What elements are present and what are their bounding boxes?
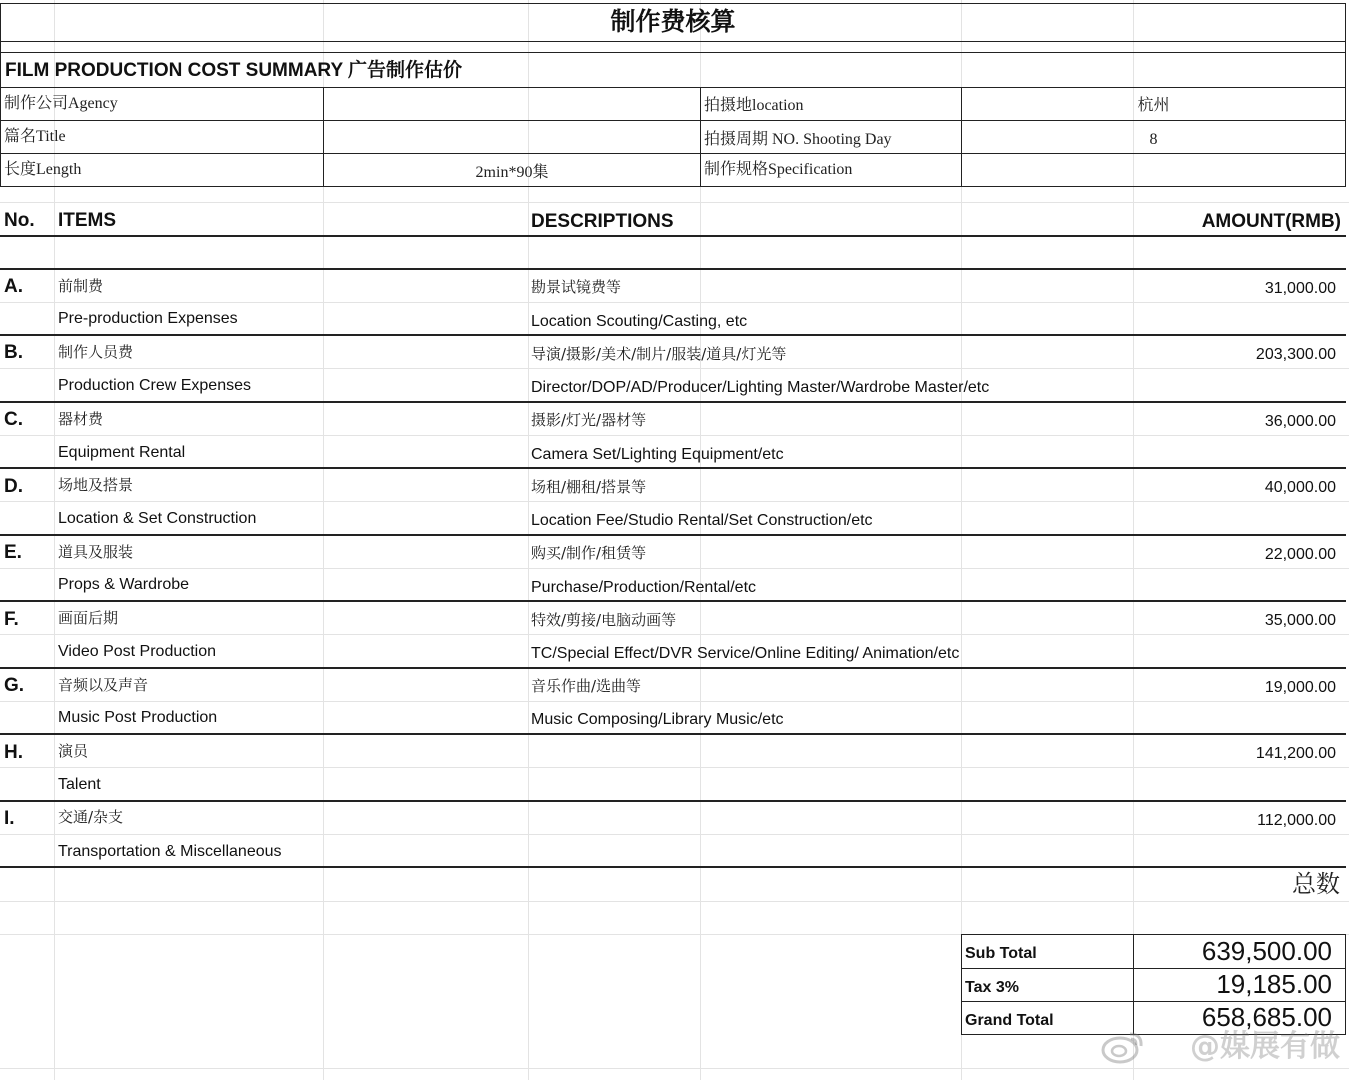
row-amount: 141,200.00: [1255, 745, 1336, 762]
summary-title: FILM PRODUCTION COST SUMMARY 广告制作估价: [5, 60, 463, 81]
spec-label: 制作规格Specification: [704, 161, 853, 178]
length-label: 长度Length: [4, 161, 82, 178]
header-amount: AMOUNT(RMB): [1201, 211, 1341, 232]
row-desc-cn: 场租/棚租/搭景等: [531, 478, 647, 496]
row-amount: 35,000.00: [1264, 612, 1336, 629]
row-item-cn: 音频以及声音: [58, 676, 149, 694]
row-item-en: Location & Set Construction: [58, 510, 257, 527]
location-label: 拍摄地location: [704, 97, 804, 114]
tax-label: Tax 3%: [965, 979, 1019, 996]
weibo-logo-icon: [1100, 1028, 1146, 1064]
row-item-cn: 制作人员费: [58, 343, 134, 361]
watermark-text: @媒展有做: [1190, 1029, 1340, 1064]
row-desc-en: TC/Special Effect/DVR Service/Online Editing/ Animation/etc: [531, 645, 960, 662]
sub-total-label: Sub Total: [965, 945, 1037, 962]
row-amount: 112,000.00: [1257, 812, 1336, 829]
row-desc-en: Camera Set/Lighting Equipment/etc: [531, 446, 784, 463]
row-desc-cn: 特效/剪接/电脑动画等: [531, 611, 677, 629]
header-descriptions: DESCRIPTIONS: [531, 211, 674, 232]
shooting-day-value: 8: [1149, 131, 1158, 148]
row-item-en: Music Post Production: [58, 709, 218, 726]
row-code: E.: [4, 542, 22, 563]
row-desc-cn: 勘景试镜费等: [531, 278, 622, 296]
row-code: C.: [4, 409, 23, 430]
header-items: ITEMS: [58, 210, 117, 231]
agency-label: 制作公司Agency: [4, 95, 118, 112]
location-value: 杭州: [1137, 97, 1170, 114]
row-code: G.: [4, 675, 25, 696]
row-desc-en: Music Composing/Library Music/etc: [531, 711, 784, 728]
length-value: 2min*90集: [475, 164, 549, 181]
row-desc-en: Purchase/Production/Rental/etc: [531, 579, 757, 596]
row-amount: 203,300.00: [1255, 346, 1336, 363]
row-code: F.: [4, 609, 19, 630]
grand-total-value: 658,685.00: [1201, 1002, 1332, 1032]
row-item-en: Talent: [58, 776, 101, 793]
sub-total-value: 639,500.00: [1201, 936, 1332, 966]
title-label: 篇名Title: [4, 128, 66, 145]
row-code: B.: [4, 342, 23, 363]
row-item-en: Transportation & Miscellaneous: [58, 843, 282, 860]
row-code: H.: [4, 742, 23, 763]
row-desc-cn: 音乐作曲/选曲等: [531, 677, 642, 695]
row-amount: 19,000.00: [1264, 679, 1336, 696]
grand-total-label: Grand Total: [965, 1012, 1054, 1029]
row-item-en: Props & Wardrobe: [58, 576, 190, 593]
row-item-cn: 画面后期: [58, 609, 119, 627]
shooting-day-label: 拍摄周期 NO. Shooting Day: [704, 131, 892, 148]
row-item-cn: 场地及搭景: [58, 476, 134, 494]
row-desc-cn: 导演/摄影/美术/制片/服装/道具/灯光等: [531, 345, 787, 363]
row-item-cn: 道具及服装: [58, 543, 134, 561]
row-item-cn: 器材费: [58, 410, 104, 428]
row-item-cn: 前制费: [58, 277, 104, 295]
row-code: D.: [4, 476, 23, 497]
row-desc-cn: 购买/制作/租赁等: [531, 544, 647, 562]
row-desc-en: Director/DOP/AD/Producer/Lighting Master/Wardrobe Master/etc: [531, 379, 990, 396]
row-amount: 36,000.00: [1264, 413, 1336, 430]
header-no: No.: [4, 210, 35, 231]
row-item-en: Video Post Production: [58, 643, 217, 660]
row-code: I.: [4, 808, 15, 829]
row-desc-en: Location Scouting/Casting, etc: [531, 313, 748, 330]
row-amount: 31,000.00: [1264, 280, 1336, 297]
row-desc-cn: 摄影/灯光/器材等: [531, 411, 647, 429]
row-item-cn: 演员: [58, 742, 89, 760]
row-amount: 22,000.00: [1264, 546, 1336, 563]
row-item-en: Production Crew Expenses: [58, 377, 251, 394]
row-item-en: Pre-production Expenses: [58, 310, 238, 327]
row-amount: 40,000.00: [1264, 479, 1336, 496]
row-code: A.: [4, 276, 23, 297]
tax-value: 19,185.00: [1216, 969, 1332, 999]
row-desc-en: Location Fee/Studio Rental/Set Construction/etc: [531, 512, 873, 529]
totals-heading: 总数: [1292, 870, 1340, 898]
row-item-cn: 交通/杂支: [58, 808, 124, 826]
sheet-title: 制作费核算: [610, 7, 736, 36]
row-item-en: Equipment Rental: [58, 444, 186, 461]
